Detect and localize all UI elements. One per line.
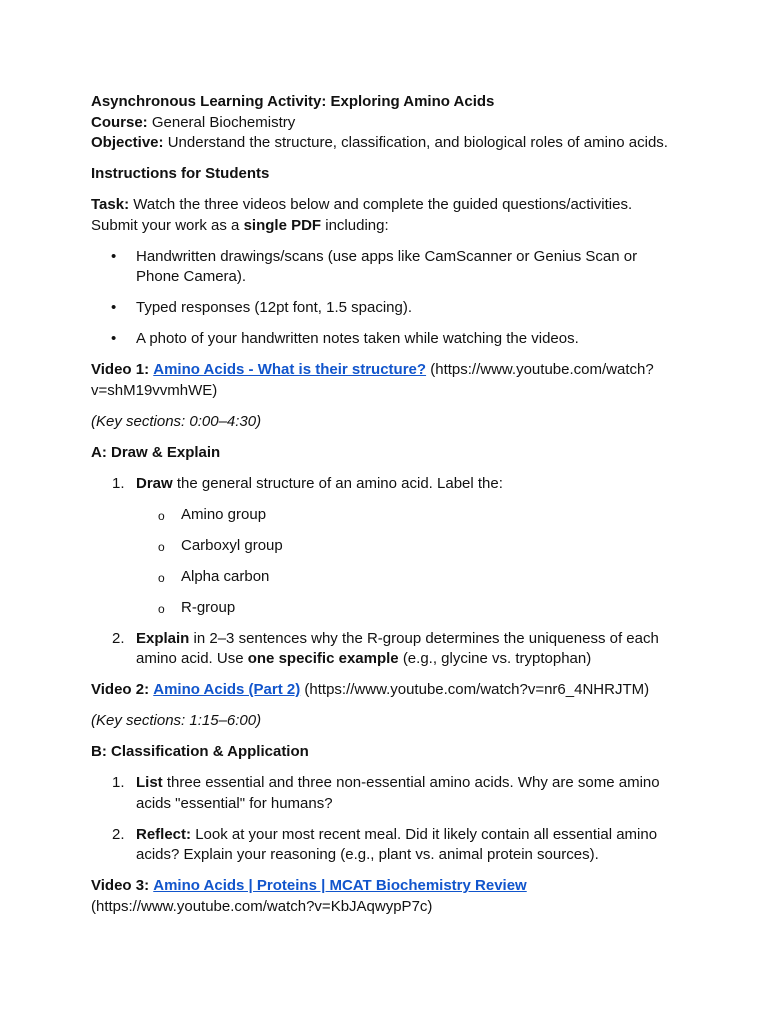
video2-url: (https://www.youtube.com/watch?v=nr6_4NHRJTM) (304, 681, 650, 698)
document-page (91, 92, 681, 917)
objective-value: Understand the structure, classification, and biological roles of amino acids. (167, 134, 668, 151)
section-b-list (91, 773, 681, 866)
course-label: Course: (91, 113, 148, 131)
list-item: 2. Explain in 2–3 sentences why the R-group determines the uniqueness of each amino acid. Use one specific example (e.g., glycine vs. tryptophan) (112, 629, 659, 667)
course-value: General Biochemistry (151, 113, 296, 131)
list-item: o Alpha carbon (91, 567, 681, 588)
course-line (91, 113, 681, 134)
bullet-icon: • (111, 299, 117, 316)
bullet-icon: • (111, 330, 117, 347)
section-a-heading: A: Draw & Explain (91, 443, 221, 461)
label-sublist (136, 505, 681, 619)
circle-bullet-icon: o (158, 601, 165, 616)
video1-url: (https://www.youtube.com/watch?v=shM19vvmhWE) (91, 361, 654, 399)
list-item: • Handwritten drawings/scans (use apps like CamScanner or Genius Scan or Phone Camera). (111, 247, 638, 285)
circle-bullet-icon: o (158, 508, 165, 523)
list-item: o Carboxyl group (91, 536, 681, 557)
list-item: 1. Draw the general structure of an amino acid. Label the: o Amino group o Carboxyl group o Alpha carbon o R-group (91, 474, 681, 619)
submission-list (91, 247, 681, 350)
video1-label: Video 1: (91, 361, 150, 378)
task-paragraph: Task: Watch the three videos below and complete the guided questions/activities. Submit your work as a single PDF including: (91, 196, 633, 234)
video1-link[interactable]: Amino Acids - What is their structure? (153, 361, 427, 378)
video2-link[interactable]: Amino Acids (Part 2) (153, 681, 301, 698)
instructions-heading: Instructions for Students (91, 165, 270, 182)
video3-label: Video 3: (91, 877, 150, 894)
video3-link[interactable]: Amino Acids | Proteins | MCAT Biochemistry Review (153, 877, 527, 894)
document-title: Asynchronous Learning Activity: Exploring Amino Acids (91, 93, 495, 110)
list-item: 1. List three essential and three non-essential amino acids. Why are some amino acids "essential" for humans? (112, 774, 660, 812)
section-b-heading: B: Classification & Application (91, 743, 309, 760)
list-item: o Amino group (91, 505, 681, 526)
task-label: Task: (91, 196, 130, 213)
video2-line (91, 680, 681, 701)
list-item: o R-group (91, 598, 681, 619)
list-item: • Typed responses (12pt font, 1.5 spacing). (91, 298, 681, 319)
video2-label: Video 2: (91, 681, 150, 698)
objective-label: Objective: (91, 134, 164, 151)
circle-bullet-icon: o (158, 570, 165, 585)
section-a-list (91, 474, 681, 670)
video1-line (91, 360, 681, 401)
bullet-icon: • (111, 247, 117, 265)
video3-url: (https://www.youtube.com/watch?v=KbJAqwypP7c) (91, 897, 433, 915)
video3-line (91, 876, 681, 917)
circle-bullet-icon: o (158, 539, 165, 554)
list-item: • A photo of your handwritten notes taken while watching the videos. (91, 329, 681, 350)
video2-key-sections: (Key sections: 1:15–6:00) (91, 712, 262, 729)
video1-key-sections: (Key sections: 0:00–4:30) (91, 412, 262, 430)
list-item: 2. Reflect: Look at your most recent meal. Did it likely contain all essential amino acids? Explain your reasoning (e.g., plant vs. animal protein sources). (112, 825, 658, 863)
objective-line (91, 133, 681, 154)
